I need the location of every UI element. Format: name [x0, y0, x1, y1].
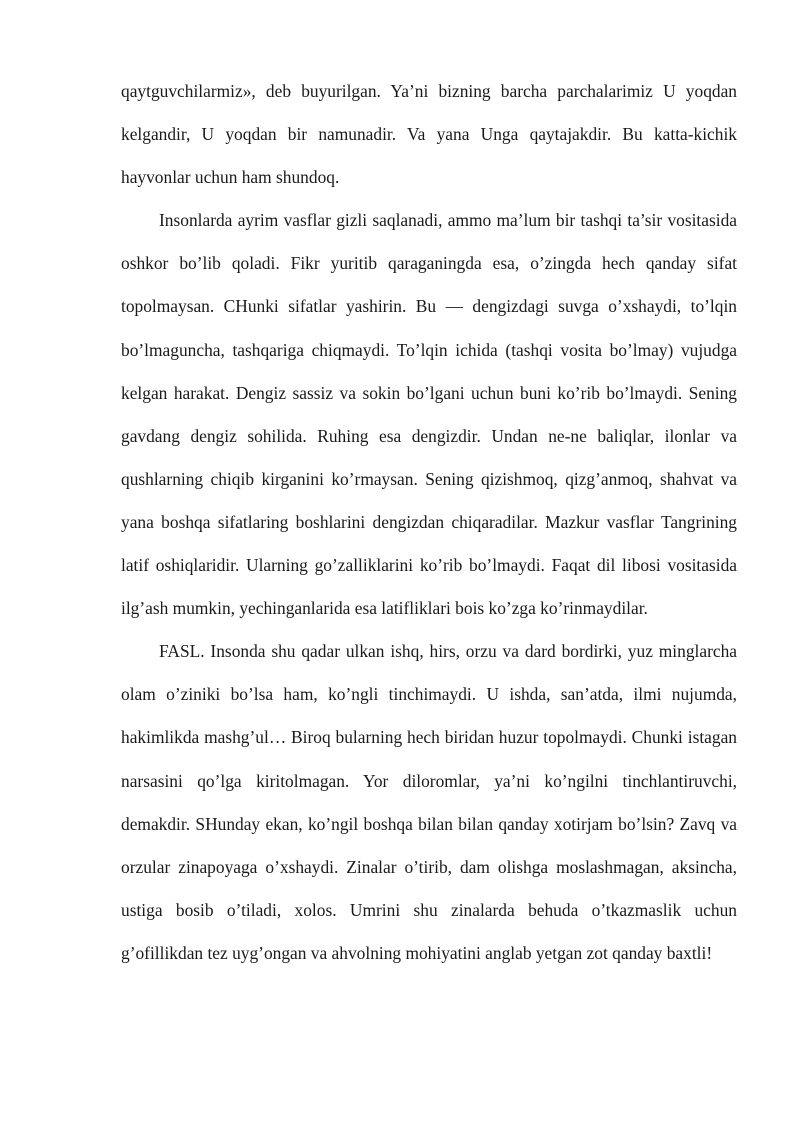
paragraph-3: FASL. Insonda shu qadar ulkan ishq, hirs, orzu va dard bordirki, yuz minglarcha olam o’ziniki bo’lsa ham, ko’ngli tinchimaydi. U ishda, san’atda, ilmi nujumda, hakimlikda mashg’ul… Biroq bularning hech biridan huzur topolmaydi. Chunki istagan narsasini qo’lga kiritolmagan. Yor diloromlar, ya’ni ko’ngilni tinchlantiruvchi, demakdir. SHunday ekan, ko’ngil boshqa bilan bilan qanday xotirjam bo’lsin? Zavq va orzular zinapoyaga o’xshaydi. Zinalar o’tirib, dam olishga moslashmagan, aksincha, ustiga bosib o’tiladi, xolos. Umrini shu zinalarda behuda o’tkazmaslik uchun g’ofillikdan tez uyg’ongan va ahvolning mohiyatini anglab yetgan zot qanday baxtli! — [121, 641, 737, 963]
document-page — [121, 70, 737, 975]
paragraph-2: Insonlarda ayrim vasflar gizli saqlanadi, ammo ma’lum bir tashqi ta’sir vositasida oshkor bo’lib qoladi. Fikr yuritib qaraganingda esa, o’zingda hech qanday sifat topolmaysan. CHunki sifatlar yashirin. Bu — dengizdagi suvga o’xshaydi, to’lqin bo’lmaguncha, tashqariga chiqmaydi. To’lqin ichida (tashqi vosita bo’lmay) vujudga kelgan harakat. Dengiz sassiz va sokin bo’lgani uchun buni ko’rib bo’lmaydi. Sening gavdang dengiz sohilida. Ruhing esa dengizdir. Undan ne-ne baliqlar, ilonlar va qushlarning chiqib kirganini ko’rmaysan. Sening qizishmoq, qizg’anmoq, shahvat va yana boshqa sifatlaring boshlarini dengizdan chiqaradilar. Mazkur vasflar Tangrining latif oshiqlaridir. Ularning go’zalliklarini ko’rib bo’lmaydi. Faqat dil libosi vositasida ilg’ash mumkin, yechinganlarida esa latifliklari bois ko’zga ko’rinmaydilar. — [121, 210, 737, 619]
paragraph-1: qaytguvchilarmiz», deb buyurilgan. Ya’ni bizning barcha parchalarimiz U yoqdan kelgandir, U yoqdan bir namunadir. Va yana Unga qaytajakdir. Bu katta-kichik hayvonlar uchun ham shundoq. — [121, 81, 737, 188]
